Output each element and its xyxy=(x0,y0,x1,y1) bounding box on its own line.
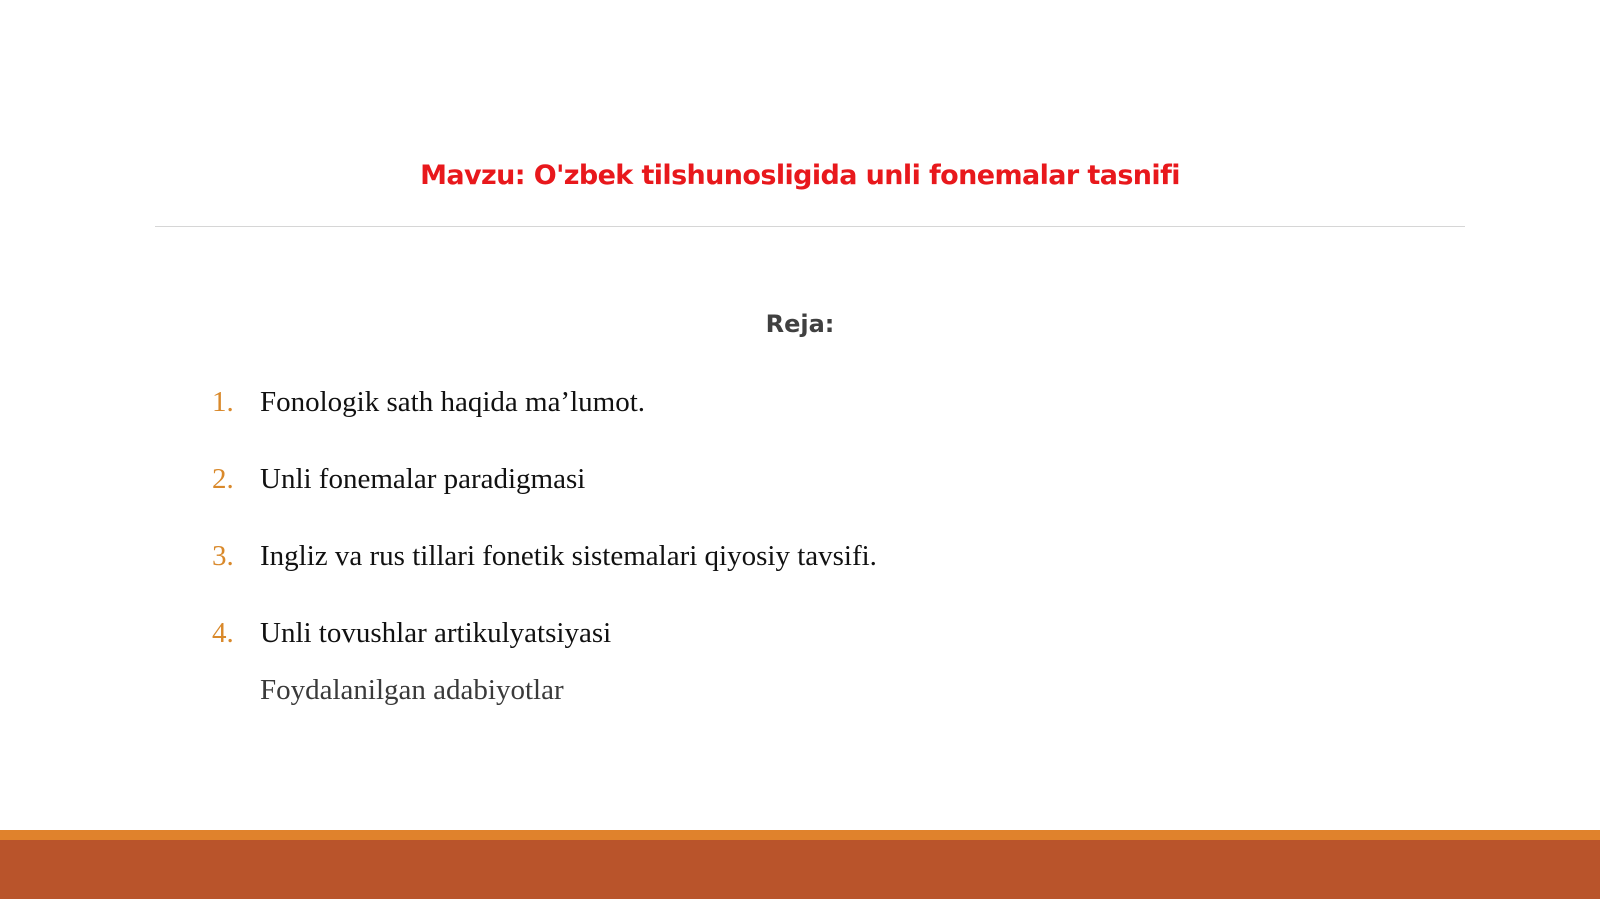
references-line: Foydalanilgan adabiyotlar xyxy=(260,674,564,706)
list-item xyxy=(212,380,1312,457)
footer-band-accent xyxy=(0,830,1600,840)
list-item-text: Unli fonemalar paradigmasi xyxy=(260,463,586,495)
slide-title: Mavzu: O'zbek tilshunosligida unli fonemalar tasnifi xyxy=(420,160,1180,191)
list-item-number: 4. xyxy=(212,617,234,649)
footer-band xyxy=(0,830,1600,899)
list-item xyxy=(212,457,1312,534)
list-item-number: 1. xyxy=(212,386,234,418)
list-item-number: 2. xyxy=(212,463,234,495)
list-item-text: Ingliz va rus tillari fonetik sistemalari qiyosiy tavsifi. xyxy=(260,540,877,572)
title-divider xyxy=(155,226,1465,227)
plan-list xyxy=(212,380,1312,688)
list-item-number: 3. xyxy=(212,540,234,572)
plan-heading: Reja: xyxy=(765,310,835,338)
list-item-text: Unli tovushlar artikulyatsiyasi xyxy=(260,617,612,649)
list-item xyxy=(212,534,1312,611)
list-item-text: Fonologik sath haqida ma’lumot. xyxy=(260,386,646,418)
